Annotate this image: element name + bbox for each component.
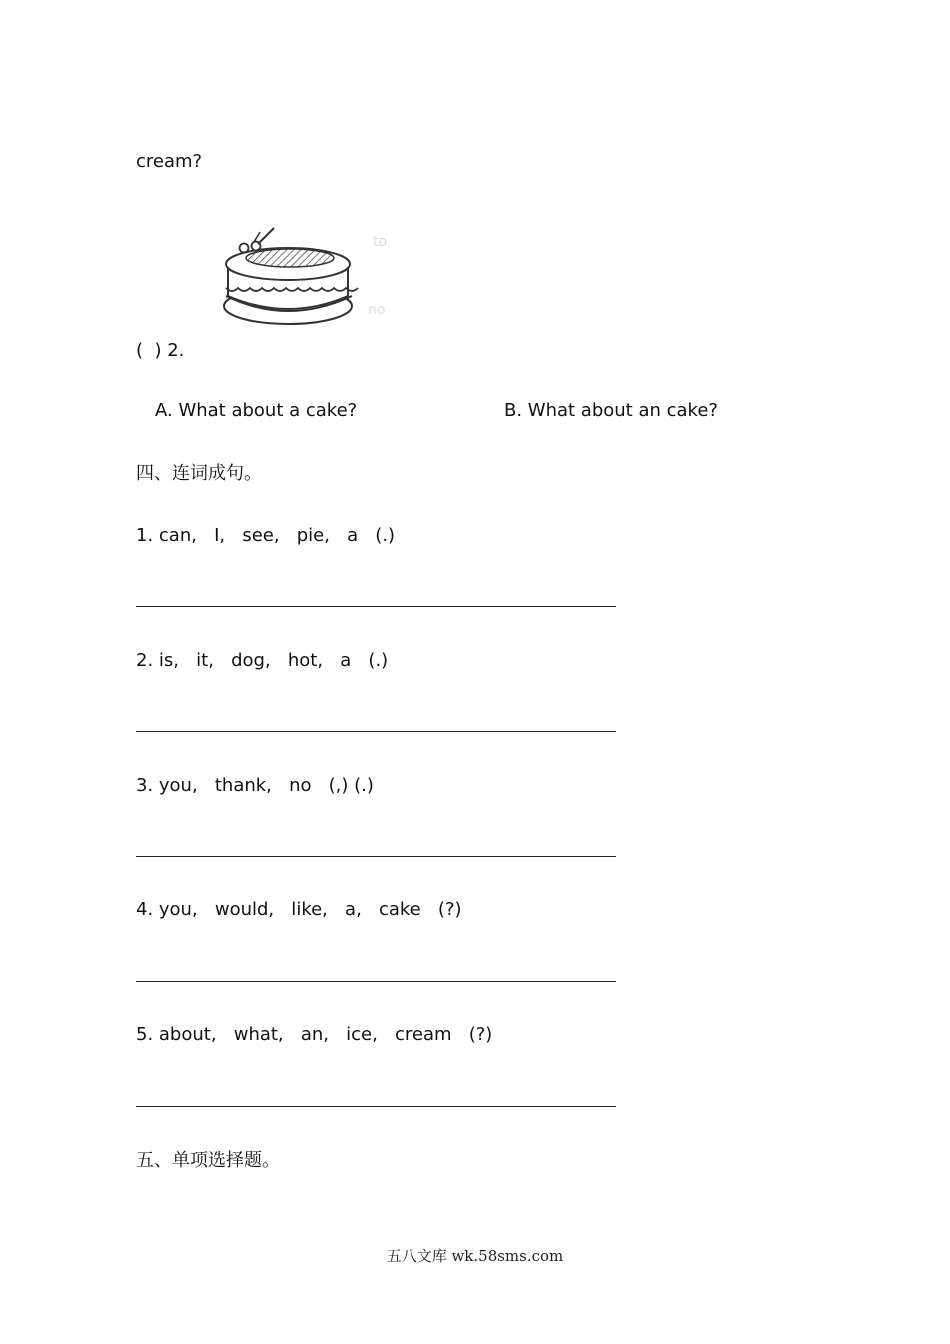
continued-text: cream? — [136, 151, 203, 172]
answer-line[interactable] — [136, 856, 616, 857]
sentence-item: 1. can, I, see, pie, a (.) — [136, 525, 396, 546]
question-2-number: ( ) 2. — [136, 340, 185, 361]
answer-line[interactable] — [136, 606, 616, 607]
svg-text:to: to — [373, 234, 388, 250]
section-4-heading: 四、连词成句。 — [136, 463, 262, 484]
answer-line[interactable] — [136, 981, 616, 982]
svg-text:no: no — [368, 302, 386, 318]
cake-icon — [218, 226, 398, 330]
footer-watermark: 五八文库 wk.58sms.com — [386, 1247, 564, 1265]
answer-line[interactable] — [136, 1106, 616, 1107]
sentence-item: 5. about, what, an, ice, cream (?) — [136, 1024, 493, 1045]
option-b: B. What about an cake? — [504, 400, 718, 421]
sentence-item: 2. is, it, dog, hot, a (.) — [136, 650, 389, 671]
sentence-item: 4. you, would, like, a, cake (?) — [136, 899, 462, 920]
answer-line[interactable] — [136, 731, 616, 732]
option-a: A. What about a cake? — [155, 400, 358, 421]
section-5-heading: 五、单项选择题。 — [136, 1150, 280, 1171]
sentence-item: 3. you, thank, no (,) (.) — [136, 775, 374, 796]
